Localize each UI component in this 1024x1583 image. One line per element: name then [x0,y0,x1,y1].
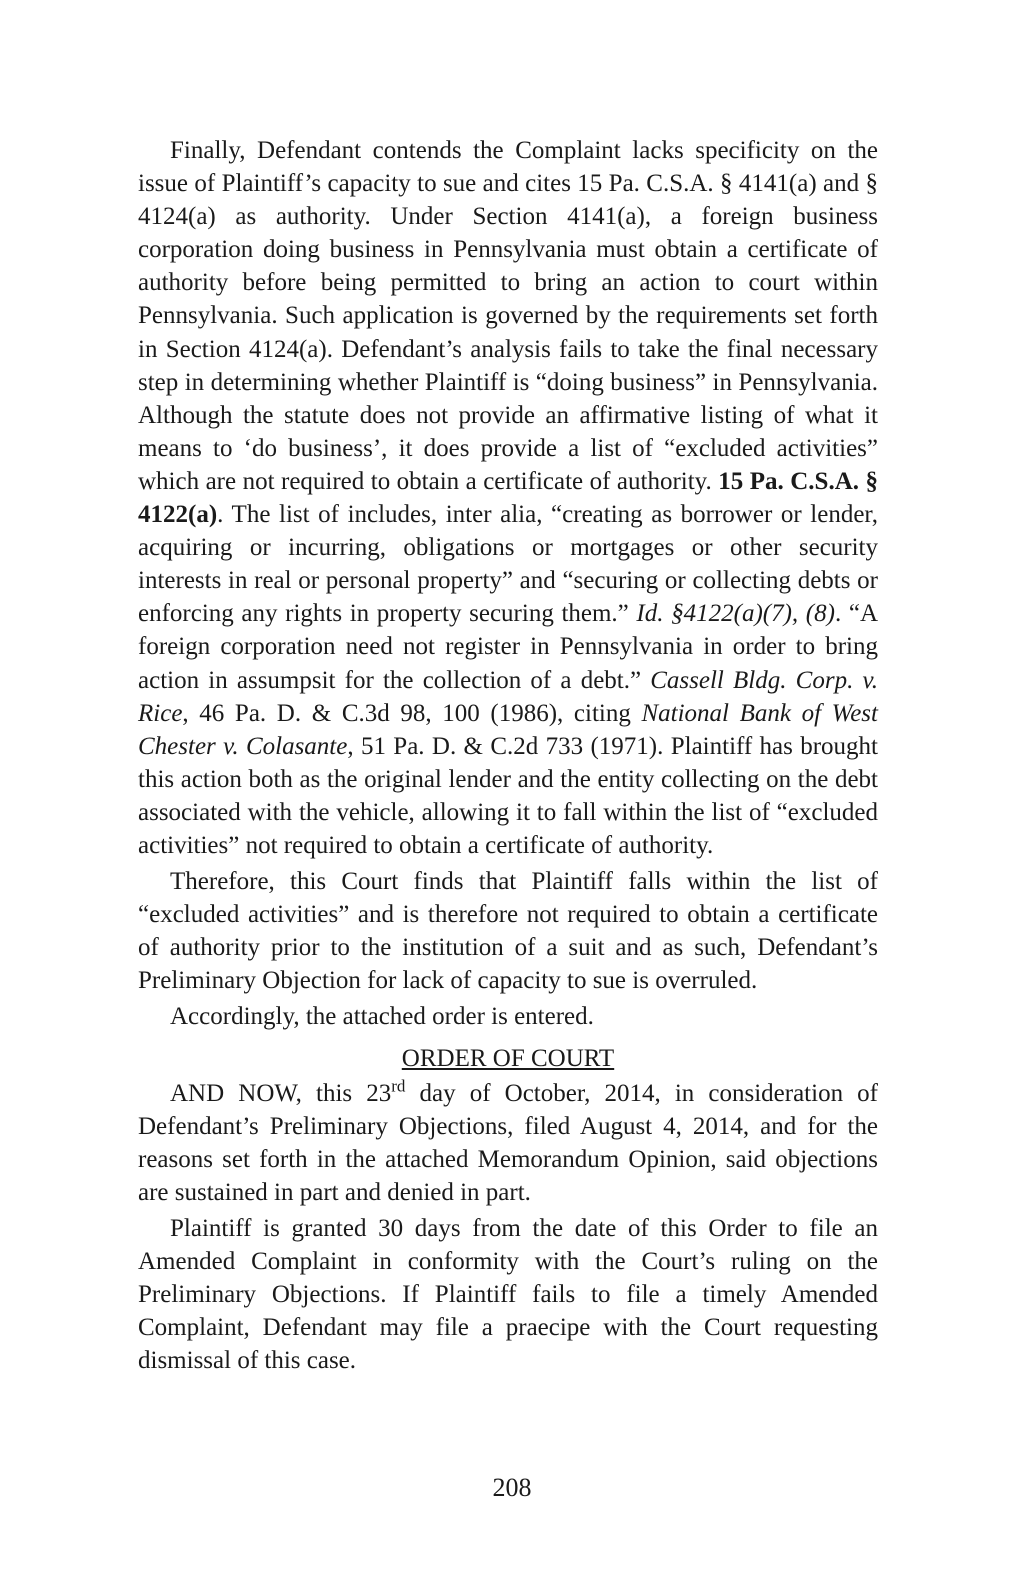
paragraph-text: , 46 Pa. D. & C.3d 98, 100 (1986), citing [182,699,642,727]
paragraph-text: , 51 Pa. D. & C.2d 733 (1971). Plaintiff has brought this action both as the original lender and the entity collecting on the debt associated with the vehicle, allowing it to fall within the list of “excluded activities” not required to obtain a certificate of authority. [138,732,879,859]
paragraph-text: AND NOW, this 23 [170,1079,392,1107]
paragraph-text: . “A foreign corporation need not register in Pennsylvania in order to bring action in assumpsit for the collection of a debt.” [138,600,879,694]
document-body [138,134,878,1377]
paragraph-capacity-analysis [138,134,878,862]
paragraph-finding: Therefore, this Court finds that Plaintiff falls within the list of “excluded activities” and is therefore not required to obtain a certificate of authority prior to the institution of a suit and as such, Defendant’s Preliminary Objection for lack of capacity to sue is overruled. [138,868,878,995]
paragraph-text: Finally, Defendant contends the Complaint lacks specificity on the issue of Plaintiff’s capacity to sue and cites 15 Pa. C.S.A. § 4141(a) and § 4124(a) as authority. Under Section 4141(a), a foreign business corporation doing business in Pennsylvania must obtain a certificate of authority before being permitted to bring an action to court within Pennsylvania. Such application is governed by the requirements set forth in Section 4124(a). Defendant’s analysis fails to take the final necessary step in determining whether Plaintiff is “doing business” in Pennsylvania. Although the statute does not provide an affirmative listing of what it means to ‘do business’, it does provide a list of “excluded activities” which are not required to obtain a certificate of authority. [138,137,878,495]
page-number: 208 [492,1473,532,1502]
case-citation: Cassell Bldg. Corp. v. Rice [138,666,878,727]
paragraph-text: . The list of includes, inter alia, “creating as borrower or lender, acquiring or incurring, obligations or mortgages or other security interests in real or personal property” and “securing or collecting debts or enforcing any rights in property securing them.” [138,501,878,628]
paragraph-amend: Plaintiff is granted 30 days from the date of this Order to file an Amended Complaint in conformity with the Court’s ruling on the Preliminary Objections. If Plaintiff fails to file a timely Amended Complaint, Defendant may file a praecipe with the Court requesting dismissal of this case. [138,1215,878,1375]
statute-citation-italic: Id. §4122(a)(7), (8) [636,600,835,628]
paragraph-accordingly: Accordingly, the attached order is entered. [170,1003,594,1031]
paragraph-text: day of October, 2014, in consideration of Defendant’s Preliminary Objections, filed August 4, 2014, and for the reasons set forth in the attached Memorandum Opinion, said objections are sustained in part and denied in part. [138,1079,879,1206]
paragraph-order [138,1077,878,1209]
order-heading: ORDER OF COURT [401,1044,615,1072]
ordinal-suffix: rd [391,1076,406,1096]
statute-citation: 15 Pa. C.S.A. § 4122(a) [138,467,878,529]
case-citation: National Bank of West Chester v. Colasante [138,699,878,760]
